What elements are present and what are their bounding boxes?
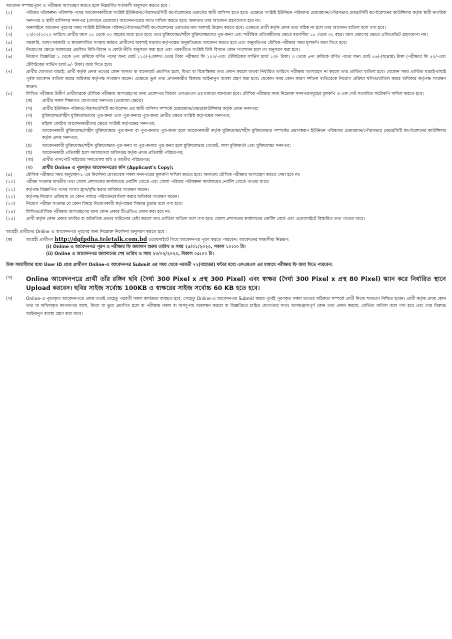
apply-intro: আগ্রহী প্রার্থীদের Online এ আবেদনপত্র পূরণের জন্য নিম্নোক্ত নির্দেশনা অনুসরণ করতে হবে : bbox=[6, 230, 168, 236]
sub-item bbox=[26, 98, 446, 105]
sub-item bbox=[26, 143, 446, 150]
photo-rule-text: Online-এ পূরণকৃত আবেদনপত্রে প্রদত্ত তথ্যই যেহেতু পরবর্তী সকল কার্যক্রমে ব্যবহৃত হবে, সেহেতু Online-এ আবেদনপত্র Submit করার পূর্বেই পূরণকৃত সকল তথ্যের সঠিকতা সম্পর্কে প্রার্থী নিজে শতভাগ নিশ্চিত হবেন। প্রার্থী কর্তৃক প্রদত্ত কোন তথ্য বা দাখিলকৃত কাগজপত্র জাল, মিথ্যা বা ভুয়া প্রমাণিত হলে বা পরীক্ষায় নকল বা অসদুপায় অবলম্বন করলে বা বিজ্ঞপ্তিতে চাহিত যোগ্যতার সাথে অসামঞ্জস্যপূর্ণ কোন তথ্য প্রদান করলে, প্রার্থিতা বাতিল বলে গণ্য হবে এবং তার বিরুদ্ধে আইনানুগ ব্যবস্থা গ্রহণ করা যাবে। bbox=[26, 297, 446, 317]
rule-item bbox=[6, 91, 446, 98]
sub-item-text: প্রার্থীর সকল শিক্ষাগত যোগ্যতার সনদপত্র (প্রযোজ্য ক্ষেত্রে) bbox=[42, 99, 144, 105]
apply-end-date: (ii) Online এ আবেদনপত্র জমাদানের শেষ তারিখ ও সময় ২৩/০২/২০২০, বিকাল ০৫:০০ টা। bbox=[46, 252, 214, 258]
rule-number: (১২) bbox=[6, 194, 16, 200]
rule-item bbox=[6, 216, 446, 223]
rule-item bbox=[6, 47, 446, 54]
sub-item bbox=[26, 113, 446, 120]
apply-point-suffix: ওয়েবসাইটে গিয়ে আবেদনপত্র পূরণ করতে পারবেন। আবেদনের সময়সীমা নিম্নরূপ: bbox=[146, 237, 290, 243]
sub-item bbox=[26, 128, 446, 143]
rule-text: নিয়োগ বিজ্ঞপ্তির ১ থেকে ২নং ক্রমিকে বর্ণিত পদের জন্য মোট ১১৩/-(একশত তের) টাকা পরীক্ষার ফি ১০০/-এবং টেলিটকের সার্ভিস চার্জ ১৩/- টাকা। ৩ থেকে ৫নং ক্রমিকে বর্ণিত পদের জন্য মোট ৫৬/-(ছাপ্পান্ন) টাকা (পরীক্ষার ফি ৫০/-এবং টেলিটকের সার্ভিস চার্জ ৬/- টাকা) জমা দিতে হবে। bbox=[26, 55, 446, 68]
rule-text: কর্তৃপক্ষ নিয়োগ প্রক্রিয়ায় যে কোন পর্যায়ে পরিবর্তন/বাতিল করার অধিকার সংরক্ষণ করেন। bbox=[26, 194, 179, 200]
rule-text: অনলাইনে আবেদন পূরণের সময় সংশ্লিষ্ট ইউনিয়ন পরিষদ/পৌরসভা/সিটি কর্পোরেশনের ওয়ার্ডের নাম অবশ্যই উল্লেখ করতে হবে। এক্ষেত্রে প্রার্থী কর্তৃক প্রদত্ত তথ্য সঠিক না হলে তার আবেদন বাতিল বলে গণ্য হবে। bbox=[26, 26, 386, 32]
rule-text: লিখিত/মৌখিক পরীক্ষায় অংশগ্রহণের জন্য কোন প্রকার টিএ/ডিএ প্রদান করা হবে না। bbox=[26, 209, 171, 215]
rule-text: ২৩/০৩/২০২০ তারিখে প্রার্থীর বয়স ১৮ থেকে ৩০ বছরের মধ্যে হতে হবে। তবে মুক্তিযোদ্ধা/শহীদ মুক্তিযোদ্ধাদের পুত্র-কন্যা এবং শারীরিক প্রতিবন্ধীদের ক্ষেত্রে বয়সসীমা ১৮ থেকে ৩২ বছর। বয়স প্রমাণের ক্ষেত্রে এফিডেভিট গ্রহণযোগ্য নয়। bbox=[26, 33, 428, 39]
sub-item-number: (ঝ) bbox=[26, 165, 33, 171]
sub-item-text: মহিলা কোটায় আবেদনকারীদের ক্ষেত্রে সংশ্লিষ্ট কর্তৃপক্ষের সনদপত্র; bbox=[42, 121, 156, 127]
sub-item-text: প্রার্থীর পাসপোর্ট সাইজের সদ্যতোলা ছবি ও জাতীয় পরিচয়পত্র; bbox=[42, 158, 151, 164]
sub-item-text: আবেদনকারী মুক্তিযোদ্ধা/শহীদ মুক্তিযোদ্ধার পুত্র-কন্যা বা পুত্র-কন্যার পুত্র-কন্যা হলে আবেদনকারী কর্তৃক মুক্তিযোদ্ধা/শহীদ মুক্তিযোদ্ধার সম্পর্কের প্রমাণস্বরূপ ইউনিয়ন পরিষদের চেয়ারম্যান/পৌরসভার মেয়র/সিটি কর্পোরেশনের কাউন্সিলর কর্তৃক প্রদত্ত সনদপত্র; bbox=[42, 128, 446, 142]
rule-item bbox=[6, 54, 446, 69]
sub-item bbox=[26, 150, 446, 157]
rule-item bbox=[6, 32, 446, 39]
rule-number: (১০) bbox=[6, 180, 16, 186]
rule-text: মৌখিক পরীক্ষার সময় অনুচ্ছেদ-৮ এর নির্দেশনা মোতাবেক সকল সনদপত্রের মূলকপি দাখিল করতে হবে। অন্যথায় মৌখিক পরীক্ষায় অংশগ্রহণ করতে দেয়া হবে না। bbox=[26, 172, 301, 178]
sub-item-number: (ঘ) bbox=[26, 121, 33, 127]
sub-item-number: (ক) bbox=[26, 99, 33, 105]
sub-item-number: (ছ) bbox=[26, 150, 33, 156]
rule-number: (১) bbox=[6, 11, 13, 17]
rule-number: (৭) bbox=[6, 70, 13, 76]
apply-point bbox=[6, 237, 446, 244]
sub-item-number: (চ) bbox=[26, 143, 32, 149]
photo-rule-number: (খ) bbox=[6, 276, 13, 282]
sub-item-text: প্রার্থীর ইউনিয়ন পরিষদ/পৌরসভা/সিটি কর্পোরেশন এর স্থায়ী বাসিন্দা সম্পর্কে চেয়ারম্যান/মেয়র/কাউন্সিলর কর্তৃক প্রদত্ত সনদপত্র; bbox=[42, 106, 259, 112]
rule-number: (৮) bbox=[6, 92, 13, 98]
apply-point-prefix: আগ্রহী প্রার্থীগণ bbox=[26, 237, 55, 243]
rule-item bbox=[6, 194, 446, 201]
apply-dates bbox=[6, 244, 446, 259]
rule-item bbox=[6, 25, 446, 32]
rule-text: নিয়োগ পরীক্ষা সংক্রান্ত যে কোন বিষয়ে নিয়োগকারী কর্তৃপক্ষের সিদ্ধান্ত চূড়ান্ত বলে গণ্য হবে। bbox=[26, 202, 183, 208]
rule-text: নিয়োগের ক্ষেত্রে সরকারের প্রচলিত বিধি-বিধান ও কোটা নীতি অনুসরণ করা হবে এবং পরবর্তীতে সংশ্লিষ্ট বিধি বিধানে কোন সংশোধন হলে তা অনুসরণ করা হবে। bbox=[26, 48, 300, 54]
rule-number: (৫) bbox=[6, 48, 13, 54]
rule-number: (৬) bbox=[6, 55, 13, 61]
application-website-link[interactable]: http://dgfpdha.teletalk.com.bd bbox=[54, 236, 147, 243]
document-sub-list bbox=[6, 98, 446, 171]
apply-point-text bbox=[26, 237, 446, 244]
user-id-note: উক্ত সময়সীমার মধ্যে User ID প্রাপ্ত প্রার্থীগণ Online-এ আবেদনপত্র Submit এর সময় থেকে পরবর্তী ৭২(বাহাত্তর) ঘন্টার মধ্যে এসএমএস এর মাধ্যমে পরীক্ষার ফি জমা দিতে পারবেন। bbox=[6, 262, 333, 268]
rule-item bbox=[6, 40, 446, 47]
apply-start-date: (i) Online এ আবেদনপত্র পূরণ ও পরীক্ষার ফি জমাদান শুরুর তারিখ ও সময় ২৫/০১/২০২০, সকাল ১০:০০ টা। bbox=[46, 245, 246, 250]
rule-item bbox=[6, 209, 446, 216]
rules-list-2 bbox=[6, 172, 446, 223]
sub-item-number: (গ) bbox=[26, 114, 33, 120]
rule-number: (১৫) bbox=[6, 216, 16, 222]
photo-rule bbox=[6, 296, 446, 318]
sub-item bbox=[26, 157, 446, 164]
rule-number: (৪) bbox=[6, 40, 13, 46]
rule-item bbox=[6, 187, 446, 194]
sub-item bbox=[26, 121, 446, 128]
rule-number: (৯) bbox=[6, 172, 13, 178]
sub-item-number: (খ) bbox=[26, 106, 33, 112]
rule-item bbox=[6, 172, 446, 179]
rule-text: প্রার্থীর যোগ্যতা যাচাই: প্রার্থী কর্তৃক প্রদত্ত তথ্যের কোন অসত্য বা বানোয়াট প্রমাণিত হলে, মিথ্যা বা বিভ্রান্তিকর তথ্য প্রদান করলে অথবা নির্ধারিত তারিখে পরীক্ষায় অংশগ্রহণ না করলে তার প্রার্থিতা বাতিল হবে। যেকোন সময় প্রার্থিতা যাচাই-বাছাই পূর্বক আবেদন বাতিল করার অধিকার কর্তৃপক্ষ সংরক্ষণ করেন। এক্ষেত্রে ভুল তথ্য প্রদানকারীর বিরুদ্ধে আইনানুগ ব্যবস্থা গ্রহণ করা হবে। যেকোন সময় কোন কারণ দর্শানো ব্যতিরেকে নিয়োগ প্রক্রিয়া স্থগিত/বাতিল করার অধিকার কর্তৃপক্ষ সংরক্ষণ করেন। bbox=[26, 70, 446, 90]
rule-item bbox=[6, 179, 446, 186]
sub-item bbox=[26, 106, 446, 113]
sub-item bbox=[26, 165, 446, 172]
sub-item-number: (ঙ) bbox=[26, 128, 33, 134]
rule-text: সরকারি, আধা-সরকারি ও স্বায়ত্তশাসিত সংস্থায় কর্মরত প্রার্থীদের অবশ্যই যথাযথ কর্তৃপক্ষের অনুমতিক্রমে আবেদন করতে হবে এবং অনুমতিপত্র মৌখিক পরীক্ষার সময় মূলকপি জমা দিতে হবে। bbox=[26, 40, 348, 46]
rule-text: পরিবার পরিকল্পনা পরিদর্শক পদের আবেদনকারীকে সংশ্লিষ্ট ইউনিয়ন/পৌরসভা/সিটি কর্পোরেশনের ওয়ার্ডের স্থায়ী বাসিন্দা হতে হবে। এক্ষেত্রে সংশ্লিষ্ট ইউনিয়ন পরিষদের চেয়ারম্যান/পৌরসভার মেয়র/সিটি কর্পোরেশনের কাউন্সিলর কর্তৃক স্থায়ী নাগরিক সনদপত্র ও স্থায়ী বাসিন্দার সনদপত্র (যেখানে প্রযোজ্য) আবেদনপত্রের সাথে দাখিল করতে হবে। অন্যথায় তার আবেদন গ্রহণযোগ্য হবে না। bbox=[26, 11, 446, 24]
rule-text: কর্তৃপক্ষ বিজ্ঞাপিত পদের সংখ্যা হ্রাস/বৃদ্ধি করার অধিকার সংরক্ষণ করেন। bbox=[26, 187, 149, 193]
rule-number: (২) bbox=[6, 26, 13, 32]
rule-item bbox=[6, 201, 446, 208]
sub-item-text: আবেদনকারী মুক্তিযোদ্ধা/শহীদ মুক্তিযোদ্ধার পুত্র-কন্যা বা পুত্র-কন্যার পুত্র-কন্যা হলে মুক্তিযোদ্ধার গেজেট, লাল মুক্তিবার্তা এবং মুক্তিযোদ্ধা সনদপত্র; bbox=[42, 143, 291, 149]
sub-item-text: আবেদনকারী প্রতিবন্ধী হলে সমাজসেবা অধিদপ্তর কর্তৃক প্রদত্ত প্রতিবন্ধী পরিচয়পত্র; bbox=[42, 150, 184, 156]
photo-rule-text: Online আবেদনপত্রে প্রার্থী তাঁর রঙ্গিন ছবি (দৈর্ঘ্য 300 Pixel x প্রস্থ 300 Pixel) এবং স্বাক্ষর (দৈর্ঘ্য 300 Pixel x প্রস্থ 80 Pixel) স্ক্যান করে নির্ধারিত স্থানে Upload করবেন। ছবির সাইজ সর্বোচ্চ 100KB ও স্বাক্ষরের সাইজ সর্বোচ্চ 60 KB হতে হবে। bbox=[26, 276, 446, 293]
rule-item bbox=[6, 69, 446, 91]
rule-number: (১৩) bbox=[6, 202, 16, 208]
rule-text: পরীক্ষা সংক্রান্ত যাবতীয় তথ্য জেলা প্রশাসকের কার্যালয়ের নোটিশ বোর্ডে এবং জেলা পরিবার পরিকল্পনা কার্যালয়ের নোটিশ বোর্ডে পাওয়া যাবে। bbox=[26, 180, 270, 186]
rule-number: (১৪) bbox=[6, 209, 16, 215]
rule-number: (৩) bbox=[6, 33, 13, 39]
sub-item-number: (জ) bbox=[26, 158, 34, 164]
rules-list bbox=[6, 10, 446, 98]
rule-text: লিখিত পরীক্ষায় উত্তীর্ণ প্রার্থীদেরকে মৌখিক পরীক্ষায় অংশগ্রহণের জন্য প্রবেশপত্র বিবরণ এসএমএস এর মাধ্যমে জানানো হবে। মৌখিক পরীক্ষার সময় নিম্নোক্ত সনদপত্রসমূহের মূলকপি ও এক সেট সত্যায়িত ফটোকপি দাখিল করতে হবে। bbox=[26, 92, 424, 98]
photo-rule bbox=[6, 275, 446, 293]
photo-rule-number: (গ) bbox=[6, 297, 13, 303]
rule-text: প্রার্থী কর্তৃক কোন প্রকার তদবির বা অনৈতিক প্রভাব খাটানোর চেষ্টা করলে তার প্রার্থিতা বাতিল বলে গণ্য হবে। জেলা প্রশাসনের কার্যালয়ের নোটিশ বোর্ড এবং ওয়েবসাইটে বিস্তারিত তথ্য পাওয়া যাবে। bbox=[26, 216, 365, 222]
rule-item bbox=[6, 10, 446, 25]
header-paragraph: আবেদন সম্পন্ন/পূরণ ও পরীক্ষায় অংশগ্রহণ করতে হলে নিম্নবর্ণিত শর্তাবলী অনুসরণ করতে হবে : bbox=[6, 4, 171, 9]
sub-item-text: মুক্তিযোদ্ধা/শহীদ মুক্তিযোদ্ধাদের পুত্র-কন্যা এবং পুত্র-কন্যার পুত্র-কন্যা প্রার্থীর ক্ষেত্রে সংশ্লিষ্ট কর্তৃপক্ষের সনদপত্র; bbox=[42, 114, 231, 120]
rule-number: (১১) bbox=[6, 187, 16, 193]
sub-item-text: প্রার্থীর Online এ পূরণকৃত আবেদনপত্রের কপি (Applicant's Copy); bbox=[42, 165, 174, 171]
apply-point-number: (ক) bbox=[6, 237, 13, 243]
